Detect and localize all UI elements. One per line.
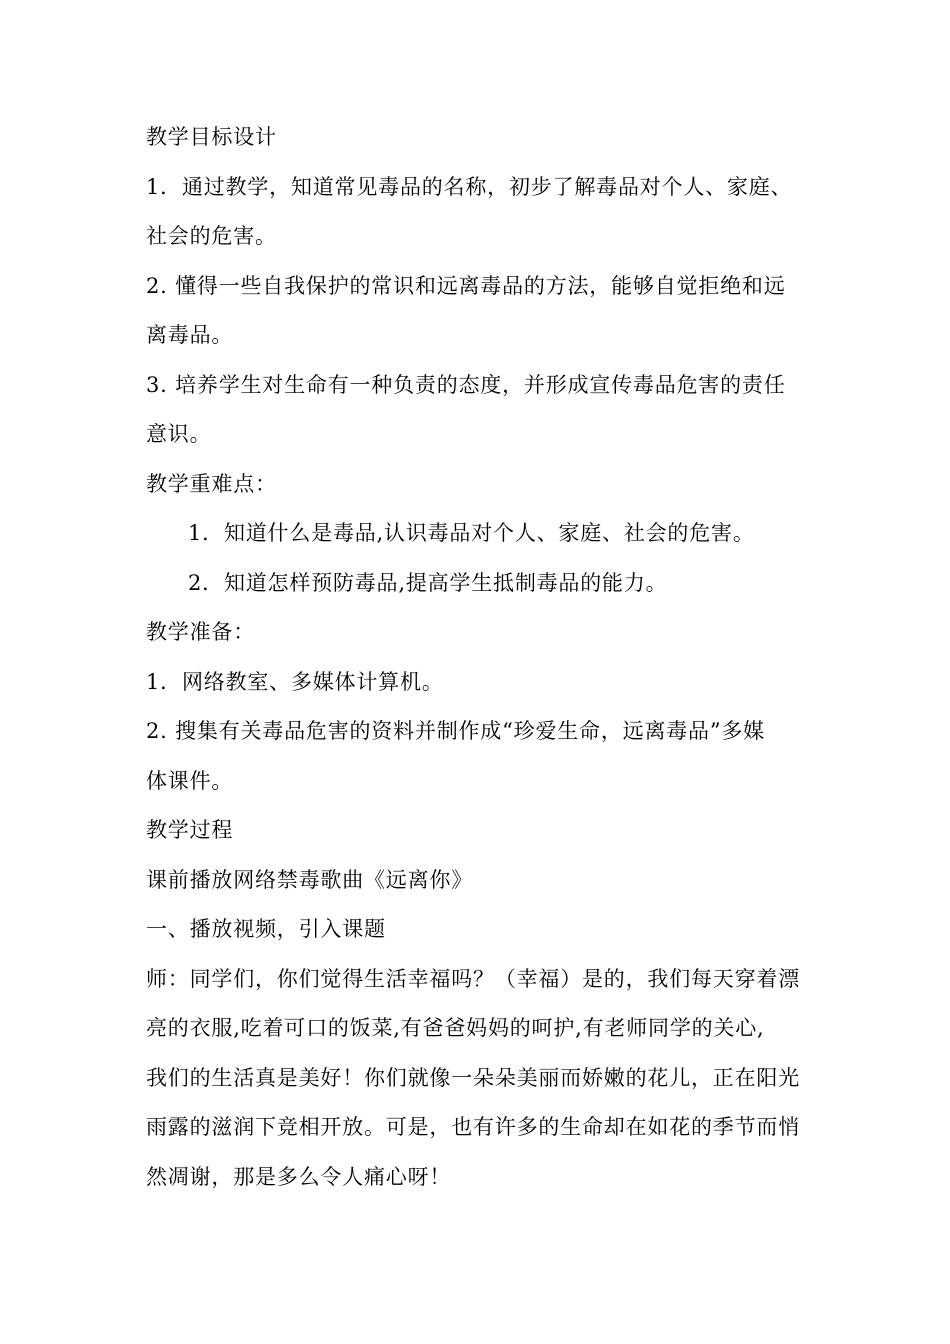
objective-3-line-1: 3. 培养学生对生命有一种负责的态度，并形成宣传毒品危害的责任 <box>146 372 786 397</box>
key-point-2: 2．知道怎样预防毒品,提高学生抵制毒品的能力。 <box>188 570 668 595</box>
heading-teaching-process: 教学过程 <box>146 818 234 842</box>
preparation-1: 1．网络教室、多媒体计算机。 <box>146 669 444 694</box>
document-body <box>146 113 811 1202</box>
section-1-heading: 一、播放视频，引入课题 <box>146 917 386 941</box>
preparation-2-line-2: 体课件。 <box>146 768 234 793</box>
objective-2-line-2: 离毒品。 <box>146 323 234 347</box>
teacher-speech-line-3: 我们的生活真是美好！你们就像一朵朵美丽而娇嫩的花儿，正在阳光 <box>146 1065 800 1090</box>
teacher-speech-line-2: 亮的衣服,吃着可口的饭菜,有爸爸妈妈的呵护,有老师同学的关心, <box>146 1016 765 1040</box>
teacher-speech-line-5: 然凋谢，那是多么令人痛心呀！ <box>146 1164 452 1189</box>
heading-key-points: 教学重难点： <box>146 471 277 496</box>
teacher-speech-line-1: 师：同学们，你们觉得生活幸福吗？（幸福）是的，我们每天穿着漂 <box>146 966 800 991</box>
heading-preparation: 教学准备： <box>146 620 255 644</box>
process-intro-song: 课前播放网络禁毒歌曲《远离你》 <box>146 867 473 892</box>
objective-2-line-1: 2. 懂得一些自我保护的常识和远离毒品的方法，能够自觉拒绝和远 <box>146 273 786 298</box>
key-point-1: 1．知道什么是毒品,认识毒品对个人、家庭、社会的危害。 <box>188 521 755 545</box>
objective-3-line-2: 意识。 <box>146 422 212 446</box>
heading-teaching-objectives: 教学目标设计 <box>146 125 277 149</box>
preparation-2-line-1: 2. 搜集有关毒品危害的资料并制作成“珍爱生命，远离毒品”多媒 <box>146 719 765 743</box>
objective-1-line-1: 1．通过教学，知道常见毒品的名称，初步了解毒品对个人、家庭、 <box>146 174 793 199</box>
objective-1-line-2: 社会的危害。 <box>146 224 277 248</box>
teacher-speech-line-4: 雨露的滋润下竞相开放。可是，也有许多的生命却在如花的季节而悄 <box>146 1115 800 1139</box>
